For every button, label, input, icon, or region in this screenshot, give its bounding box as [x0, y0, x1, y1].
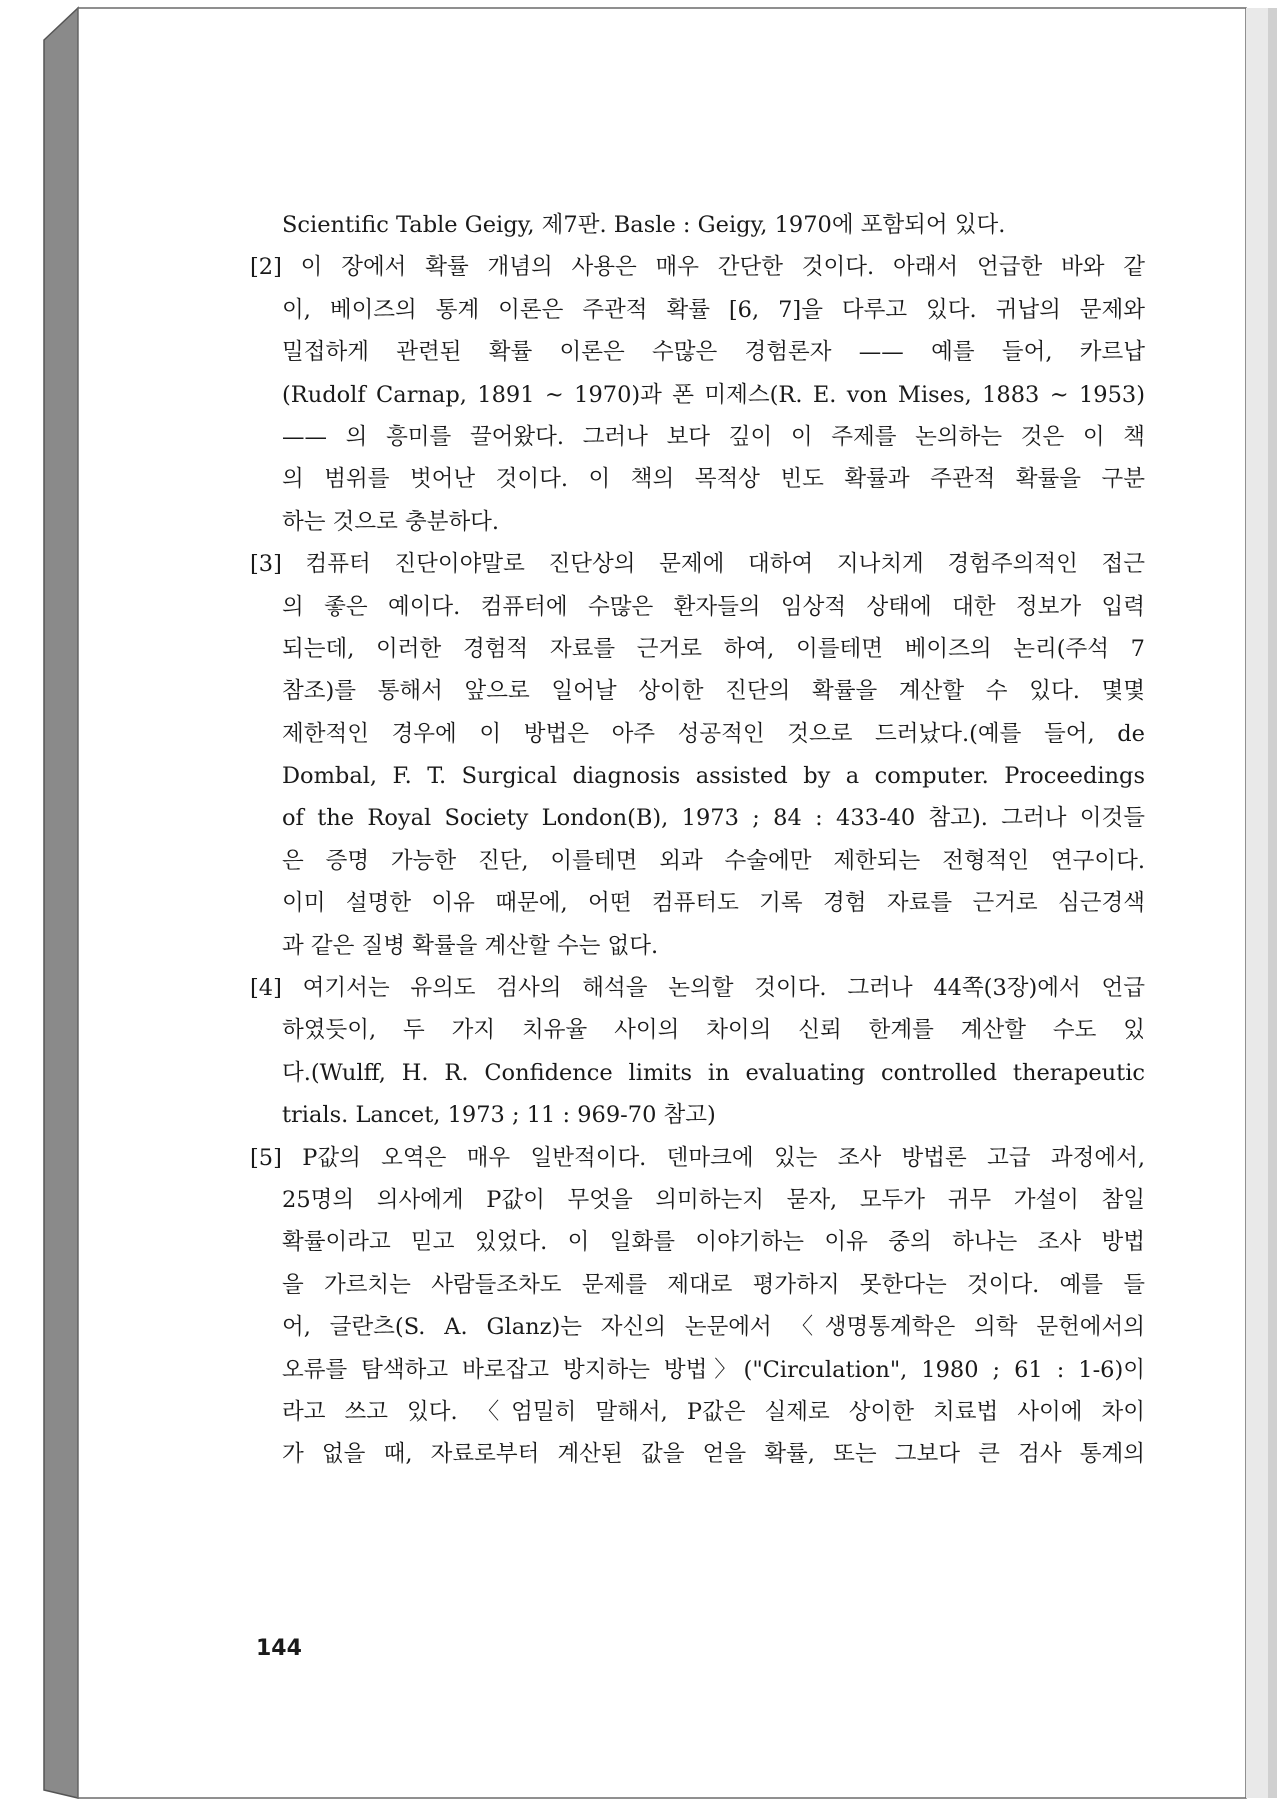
- text-line: 다.(Wulff, H. R. Confidence limits in evaluating controlled therapeutic: [282, 1059, 1145, 1086]
- text-line: 하였듯이, 두 가지 치유율 사이의 차이의 신뢰 한계를 계산할 수도 있: [282, 1017, 1145, 1044]
- text-line: 참조)를 통해서 앞으로 일어날 상이한 진단의 확률을 계산할 수 있다. 몇몇: [282, 678, 1145, 705]
- text-line: of the Royal Society London(B), 1973 ; 84 : 433-40 참고). 그러나 이것들: [282, 805, 1145, 832]
- text-line: 은 증명 가능한 진단, 이를테면 외과 수술에만 제한되는 전형적인 연구이다.: [282, 847, 1145, 874]
- text-line: 과 같은 질병 확률을 계산할 수는 없다.: [282, 932, 659, 959]
- text-line: 하는 것으로 충분하다.: [282, 508, 500, 535]
- text-line: 확률이라고 믿고 있었다. 이 일화를 이야기하는 이유 중의 하나는 조사 방법: [282, 1229, 1145, 1256]
- text-line: 이미 설명한 이유 때문에, 어떤 컴퓨터도 기록 경험 자료를 근거로 심근경색: [282, 890, 1145, 917]
- text-line: 이, 베이즈의 통계 이론은 주관적 확률 [6, 7]을 다루고 있다. 귀납의 문제와: [282, 296, 1145, 323]
- note-4-line: [4] 여기서는 유의도 검사의 해석을 논의할 것이다. 그러나 44쪽(3장)에서 언급: [250, 975, 1145, 1002]
- text-line: Scientific Table Geigy, 제7판. Basle : Geigy, 1970에 포함되어 있다.: [282, 212, 1006, 238]
- text-line: 을 가르치는 사람들조차도 문제를 제대로 평가하지 못한다는 것이다. 예를 들: [282, 1271, 1145, 1298]
- page-text: [250, 204, 1145, 1476]
- text-line: Dombal, F. T. Surgical diagnosis assisted by a computer. Proceedings: [282, 763, 1145, 790]
- text-line: 25명의 의사에게 P값이 무엇을 의미하는지 묻자, 모두가 귀무 가설이 참일: [282, 1186, 1145, 1213]
- text-line: (Rudolf Carnap, 1891 ~ 1970)과 폰 미제스(R. E. von Mises, 1883 ~ 1953): [282, 381, 1145, 408]
- page-number: 144: [256, 1636, 302, 1661]
- text-line: 되는데, 이러한 경험적 자료를 근거로 하여, 이를테면 베이즈의 논리(주석 7: [282, 635, 1145, 662]
- text-line: 가 없을 때, 자료로부터 계산된 값을 얻을 확률, 또는 그보다 큰 검사 통계의: [282, 1441, 1145, 1468]
- text-line: 제한적인 경우에 이 방법은 아주 성공적인 것으로 드러났다.(예를 들어, de: [282, 720, 1145, 747]
- text-line: —— 의 흥미를 끌어왔다. 그러나 보다 깊이 이 주제를 논의하는 것은 이 책: [282, 423, 1145, 450]
- note-5-line: [5] P값의 오역은 매우 일반적이다. 덴마크에 있는 조사 방법론 고급 과정에서,: [250, 1144, 1145, 1171]
- text-line: 밀접하게 관련된 확률 이론은 수많은 경험론자 —— 예를 들어, 카르납: [282, 339, 1145, 366]
- text-line: trials. Lancet, 1973 ; 11 : 969-70 참고): [282, 1102, 716, 1129]
- text-line: 의 범위를 벗어난 것이다. 이 책의 목적상 빈도 확률과 주관적 확률을 구분: [282, 466, 1145, 493]
- note-2-line: [2] 이 장에서 확률 개념의 사용은 매우 간단한 것이다. 아래서 언급한 바와 같: [250, 254, 1145, 281]
- note-3-line: [3] 컴퓨터 진단이야말로 진단상의 문제에 대하여 지나치게 경험주의적인 접근: [250, 551, 1145, 578]
- text-line: 라고 쓰고 있다. 〈엄밀히 말해서, P값은 실제로 상이한 치료법 사이에 차이: [282, 1398, 1145, 1425]
- text-line: 오류를 탐색하고 바로잡고 방지하는 방법〉("Circulation", 1980 ; 61 : 1-6)이: [282, 1356, 1145, 1383]
- text-line: 의 좋은 예이다. 컴퓨터에 수많은 환자들의 임상적 상태에 대한 정보가 입력: [282, 593, 1145, 620]
- text-line: 어, 글란츠(S. A. Glanz)는 자신의 논문에서 〈생명통계학은 의학 문헌에서의: [282, 1314, 1145, 1341]
